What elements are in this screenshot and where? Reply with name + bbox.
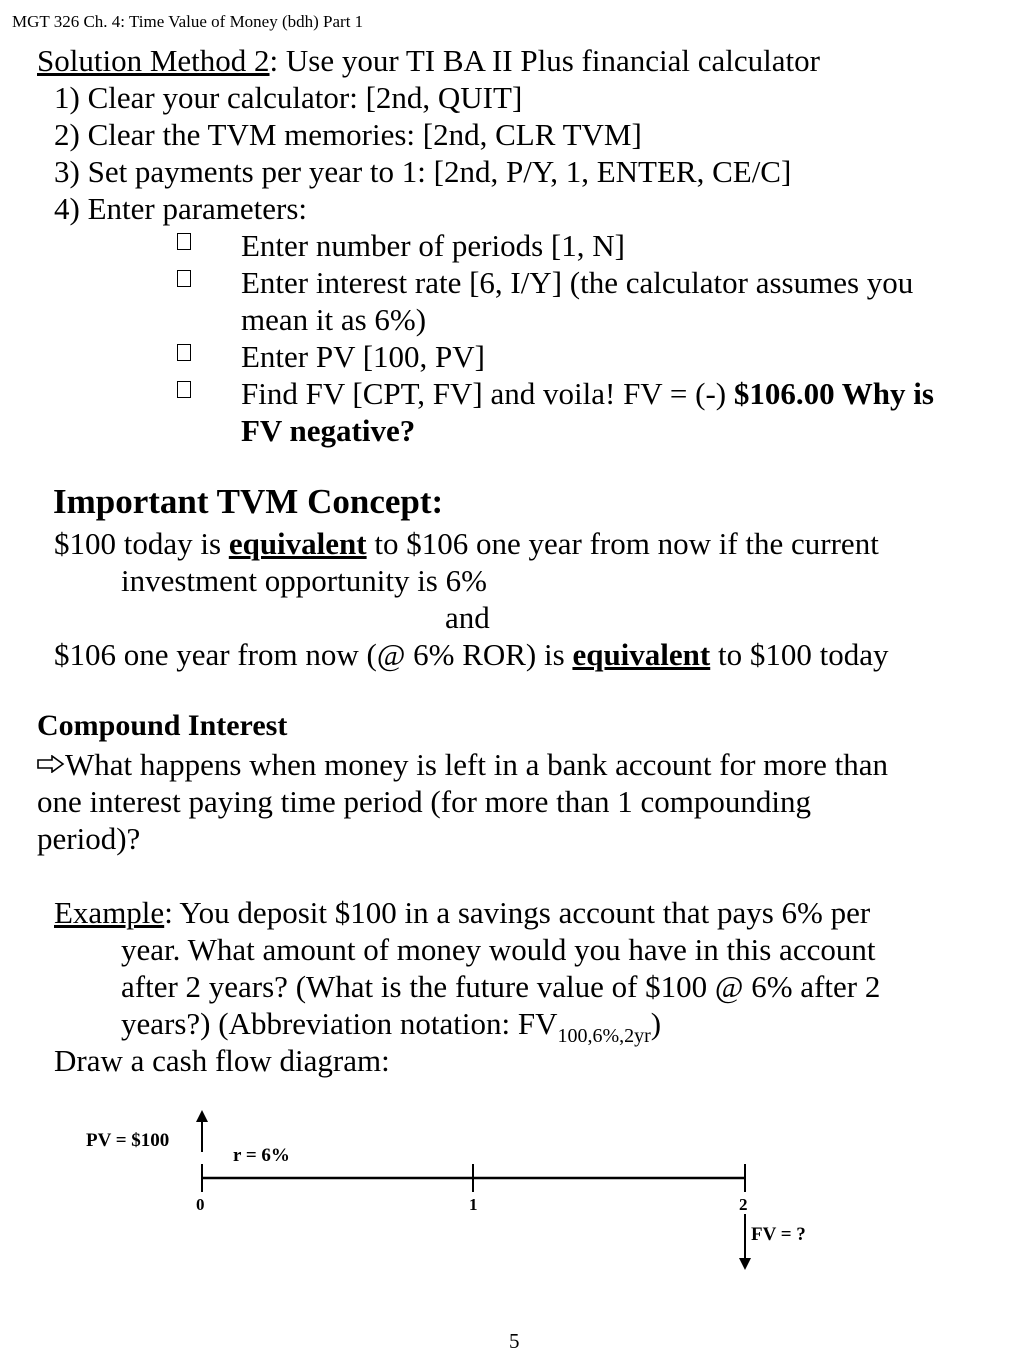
example-label: Example xyxy=(54,895,165,930)
concept-equivalent-2: equivalent xyxy=(572,637,711,672)
bullet-2-line2: mean it as 6%) xyxy=(241,302,427,337)
bullet-2-line1: Enter interest rate [6, I/Y] (the calculator assumes you xyxy=(241,265,914,300)
bullet-box-icon xyxy=(177,233,191,255)
bullet-box-icon xyxy=(177,344,191,366)
tick-label-1: 1 xyxy=(469,1195,478,1214)
concept-line1 xyxy=(54,525,879,562)
example-line1 xyxy=(54,894,870,931)
example-draw: Draw a cash flow diagram: xyxy=(54,1043,390,1078)
right-arrow-icon xyxy=(37,755,65,773)
fv-label: FV = ? xyxy=(751,1224,806,1245)
concept-line2: investment opportunity is 6% xyxy=(121,563,487,598)
bullet-4-bold: $106.00 Why is xyxy=(733,376,934,411)
example-line4-pre: years?) (Abbreviation notation: FV xyxy=(121,1006,558,1041)
pv-label: PV = $100 xyxy=(86,1130,170,1151)
example-line3: after 2 years? (What is the future value of $100 @ 6% after 2 xyxy=(121,969,881,1004)
method-title-rest: : Use your TI BA II Plus financial calculator xyxy=(269,43,820,78)
bullet-4-line2: FV negative? xyxy=(241,413,416,448)
bullet-box-icon xyxy=(177,381,191,403)
tick-label-0: 0 xyxy=(196,1195,205,1214)
concept-line3-pre: $106 one year from now (@ 6% ROR) is xyxy=(54,637,573,672)
tick-label-2: 2 xyxy=(739,1195,748,1214)
cash-flow-diagram xyxy=(0,1100,1024,1280)
compound-q1-text: What happens when money is left in a bank account for more than xyxy=(65,747,888,782)
compound-q3: period)? xyxy=(37,821,141,856)
step-3: 3) Set payments per year to 1: [2nd, P/Y, 1, ENTER, CE/C] xyxy=(54,154,792,189)
up-arrow-icon xyxy=(196,1110,208,1122)
concept-line1-post: to $106 one year from now if the current xyxy=(366,526,879,561)
example-line4-post: ) xyxy=(650,1006,662,1041)
example-line1-rest: : You deposit $100 in a savings account that pays 6% per xyxy=(164,895,871,930)
compound-title: Compound Interest xyxy=(37,709,288,742)
bullet-box-icon xyxy=(177,270,191,292)
page-number: 5 xyxy=(509,1329,520,1353)
concept-equivalent-1: equivalent xyxy=(228,526,367,561)
bullet-3: Enter PV [100, PV] xyxy=(241,339,485,374)
down-arrow-icon xyxy=(739,1258,751,1270)
step-2: 2) Clear the TVM memories: [2nd, CLR TVM] xyxy=(54,117,642,152)
bullet-4-line1 xyxy=(241,375,934,412)
method-heading xyxy=(37,42,820,79)
step-1: 1) Clear your calculator: [2nd, QUIT] xyxy=(54,80,523,115)
example-line2: year. What amount of money would you have in this account xyxy=(121,932,876,967)
compound-q2: one interest paying time period (for more than 1 compounding xyxy=(37,784,811,819)
page-header: MGT 326 Ch. 4: Time Value of Money (bdh) Part 1 xyxy=(12,12,364,31)
bullet-1: Enter number of periods [1, N] xyxy=(241,228,625,263)
compound-q1 xyxy=(37,746,888,783)
step-4: 4) Enter parameters: xyxy=(54,191,308,226)
concept-line3-post: to $100 today xyxy=(710,637,889,672)
concept-line3 xyxy=(54,636,888,673)
method-title: Solution Method 2 xyxy=(37,43,270,78)
rate-label: r = 6% xyxy=(233,1145,290,1166)
concept-title: Important TVM Concept: xyxy=(53,482,444,521)
concept-line1-pre: $100 today is xyxy=(54,526,229,561)
fv-subscript: 100,6%,2yr xyxy=(557,1025,651,1047)
bullet-4-text: Find FV [CPT, FV] and voila! FV = (-) xyxy=(241,376,734,411)
concept-and: and xyxy=(445,600,490,635)
